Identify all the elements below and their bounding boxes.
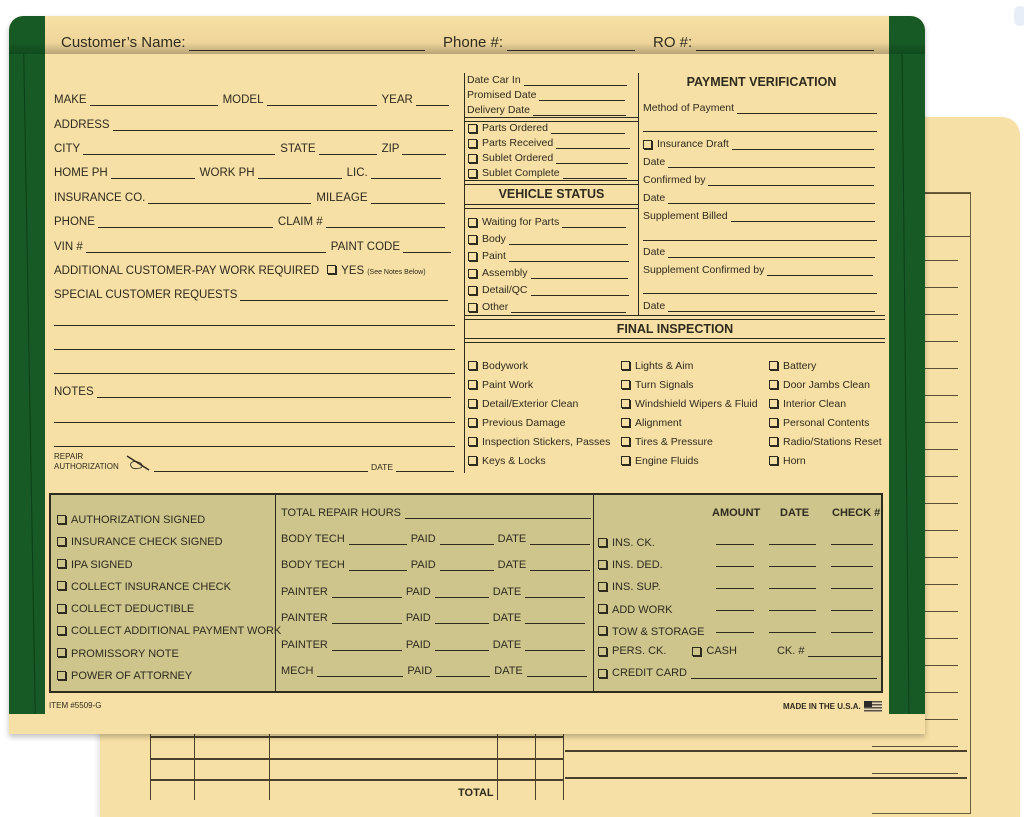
phone-lic-row[interactable]	[54, 167, 441, 179]
date-field[interactable]	[643, 192, 875, 204]
inspection-item[interactable]	[621, 452, 758, 471]
made-in-usa	[783, 701, 882, 712]
repair-order-folder	[9, 16, 925, 734]
date-label: Date	[643, 192, 666, 204]
paid-label: PAID	[405, 586, 431, 598]
vehicle-status-label: Assembly	[482, 267, 528, 279]
payment-divider	[638, 73, 639, 316]
checkbox-icon[interactable]	[468, 437, 477, 446]
supplement-confirmed-field[interactable]	[643, 264, 873, 276]
date-field[interactable]	[643, 156, 875, 168]
payment-label: INS. CK.	[612, 537, 655, 549]
special-requests-line-2[interactable]	[54, 325, 455, 326]
checklist-label: INSURANCE CHECK SIGNED	[71, 536, 223, 549]
checkbox-icon[interactable]	[598, 626, 607, 635]
labor-row[interactable]	[281, 586, 585, 598]
checkbox-icon[interactable]	[468, 218, 477, 227]
payment-label: TOW & STORAGE	[612, 625, 705, 638]
middle-divider	[464, 73, 465, 473]
checkbox-icon[interactable]	[769, 418, 778, 427]
inspection-label: Personal Contents	[783, 417, 870, 429]
payment-row[interactable]	[598, 554, 705, 576]
pers-ck-label: PERS. CK.	[612, 645, 667, 657]
labor-role-label: BODY TECH	[281, 533, 345, 545]
insurance-mileage-row[interactable]	[54, 192, 445, 204]
make-model-year-row[interactable]	[54, 94, 449, 106]
inspection-label: Keys & Locks	[482, 455, 546, 467]
checklist-item[interactable]	[57, 554, 281, 576]
inspection-label: Tires & Pressure	[635, 436, 713, 448]
left-green-strip	[9, 54, 45, 714]
supplement-billed-label: Supplement Billed	[643, 210, 728, 222]
credit-card-label: CREDIT CARD	[612, 667, 687, 679]
sublet-complete-item[interactable]	[468, 167, 627, 179]
make-label: MAKE	[54, 94, 87, 106]
state-label: STATE	[280, 143, 316, 155]
divider	[465, 180, 638, 185]
checkbox-icon[interactable]	[57, 515, 66, 524]
customer-name-label: Customer’s Name:	[61, 34, 186, 51]
checkbox-icon[interactable]	[57, 537, 66, 546]
checkbox-icon[interactable]	[468, 169, 477, 178]
ro-field[interactable]	[653, 34, 879, 51]
inspection-label: Windshield Wipers & Fluid	[635, 398, 758, 410]
checkbox-icon[interactable]	[57, 604, 66, 613]
city-state-zip-row[interactable]	[54, 143, 446, 155]
phone-claim-row[interactable]	[54, 216, 445, 228]
checkbox-icon[interactable]	[468, 139, 477, 148]
inspection-label: Engine Fluids	[635, 455, 699, 467]
notes-line-2[interactable]	[54, 422, 455, 423]
labor-row[interactable]	[281, 639, 585, 651]
vin-paint-row[interactable]	[54, 241, 451, 253]
promised-date-label: Promised Date	[467, 89, 537, 101]
labor-row[interactable]	[281, 533, 590, 545]
inspection-item[interactable]	[468, 433, 610, 452]
checkbox-icon[interactable]	[692, 647, 701, 656]
checkbox-icon[interactable]	[468, 235, 477, 244]
checkbox-icon[interactable]	[468, 286, 477, 295]
inspection-label: Horn	[783, 455, 806, 467]
home-ph-label: HOME PH	[54, 167, 108, 179]
yes-label: YES	[341, 265, 365, 277]
checklist-item[interactable]	[57, 531, 281, 553]
checkbox-icon[interactable]	[468, 380, 477, 389]
auth-date-field[interactable]	[371, 461, 454, 472]
repair-authorization-label	[54, 452, 119, 472]
inspection-item[interactable]	[769, 376, 882, 395]
checklist-item[interactable]	[57, 509, 281, 531]
labor-role-label: PAINTER	[281, 639, 328, 651]
notes-row[interactable]	[54, 386, 451, 398]
payment-row[interactable]	[598, 532, 705, 554]
notes-label: NOTES	[54, 386, 94, 398]
parts-label: Parts Ordered	[482, 122, 548, 134]
inspection-label: Alignment	[635, 417, 682, 429]
payment-row[interactable]	[598, 621, 705, 643]
labor-role-label: PAINTER	[281, 586, 328, 598]
checklist-label: COLLECT INSURANCE CHECK	[71, 580, 231, 593]
total-repair-hours-field[interactable]	[281, 507, 591, 519]
vehicle-status-item[interactable]	[468, 233, 628, 245]
checkbox-icon[interactable]	[621, 380, 630, 389]
delivery-date-field[interactable]	[467, 104, 626, 116]
checkbox-icon[interactable]	[621, 456, 630, 465]
divider	[465, 204, 638, 209]
inspection-label: Previous Damage	[482, 417, 566, 429]
checkbox-icon[interactable]	[769, 380, 778, 389]
supplement-confirmed-label: Supplement Confirmed by	[643, 264, 765, 276]
inspection-label: Radio/Stations Reset	[783, 436, 882, 448]
payment-label: ADD WORK	[612, 603, 673, 616]
labor-row[interactable]	[281, 559, 590, 571]
address-row[interactable]	[54, 119, 453, 131]
customer-name-field[interactable]	[61, 34, 430, 51]
vehicle-status-label: Detail/QC	[482, 284, 528, 296]
method-of-payment-line-2[interactable]	[643, 131, 877, 132]
vehicle-status-item[interactable]	[468, 216, 626, 228]
yes-checkbox[interactable]	[327, 265, 341, 277]
total-repair-hours-label: TOTAL REPAIR HOURS	[281, 507, 402, 519]
paid-label: PAID	[407, 665, 433, 677]
insurance-draft-label: Insurance Draft	[657, 138, 729, 150]
inspection-item[interactable]	[468, 414, 610, 433]
date-field[interactable]	[643, 246, 875, 258]
vehicle-status-label: Body	[482, 233, 506, 245]
inspection-label: Lights & Aim	[635, 360, 694, 372]
us-flag-icon	[864, 701, 882, 712]
vehicle-status-label: Other	[482, 301, 509, 313]
checkbox-icon[interactable]	[468, 361, 477, 370]
final-inspection-col-2	[621, 357, 758, 471]
phone-label: Phone #:	[443, 34, 504, 51]
date-car-in-field[interactable]	[467, 74, 627, 86]
signature-line[interactable]	[154, 471, 368, 472]
date-label: Date	[643, 300, 666, 312]
see-notes-label: (See Notes Below)	[367, 269, 426, 276]
delivery-date-label: Delivery Date	[467, 104, 531, 116]
additional-work-label: ADDITIONAL CUSTOMER-PAY WORK REQUIRED	[54, 265, 320, 277]
address-label: ADDRESS	[54, 119, 110, 131]
confirmed-by-label: Confirmed by	[643, 174, 706, 186]
checkbox-icon[interactable]	[468, 252, 477, 261]
checklist-label: IPA SIGNED	[71, 558, 133, 571]
parts-label: Parts Received	[482, 137, 554, 149]
date-label: DATE	[497, 559, 527, 571]
checkbox-icon[interactable]	[468, 456, 477, 465]
checkbox-icon[interactable]	[598, 669, 607, 678]
amount-header: AMOUNT	[712, 507, 761, 519]
insurance-draft-field[interactable]	[643, 138, 874, 150]
sublet-ordered-item[interactable]	[468, 152, 628, 164]
model-label: MODEL	[222, 94, 264, 106]
inspection-item[interactable]	[468, 376, 610, 395]
checkbox-icon[interactable]	[57, 626, 66, 635]
inspection-label: Detail/Exterior Clean	[482, 398, 579, 410]
special-requests-line-4[interactable]	[54, 373, 455, 374]
checkbox-icon[interactable]	[468, 124, 477, 133]
checkbox-icon[interactable]	[621, 437, 630, 446]
checkbox-icon[interactable]	[598, 604, 607, 613]
paid-label: PAID	[410, 533, 436, 545]
ro-label: RO #:	[653, 34, 693, 51]
city-label: CITY	[54, 143, 81, 155]
vin-label: VIN #	[54, 241, 83, 253]
corner-widget-icon	[1014, 6, 1024, 26]
supplement-billed-line-2[interactable]	[643, 240, 877, 241]
method-of-payment-field[interactable]	[643, 102, 877, 114]
checklist-item[interactable]	[57, 620, 281, 642]
checkbox-icon[interactable]	[57, 581, 66, 590]
divider	[465, 315, 885, 320]
date-label: DATE	[492, 586, 522, 598]
inspection-label: Paint Work	[482, 379, 534, 391]
cash-label: CASH	[706, 645, 737, 657]
phone-field[interactable]	[443, 34, 640, 51]
vehicle-status-item[interactable]	[468, 284, 629, 296]
checklist-item[interactable]	[57, 598, 281, 620]
checkbox-icon[interactable]	[598, 538, 607, 547]
inspection-item[interactable]	[621, 395, 758, 414]
payment-row[interactable]	[598, 576, 705, 598]
inspection-item[interactable]	[769, 414, 882, 433]
checkbox-icon[interactable]	[468, 154, 477, 163]
made-in-usa-label: MADE IN THE U.S.A.	[783, 702, 861, 711]
claim-label: CLAIM #	[277, 216, 323, 228]
inspection-item[interactable]	[769, 433, 882, 452]
payment-rows	[598, 532, 705, 643]
insurance-co-label: INSURANCE CO.	[54, 192, 146, 204]
paid-label: PAID	[410, 559, 436, 571]
checklist-label: COLLECT ADDITIONAL PAYMENT WORK	[71, 625, 282, 638]
work-ph-label: WORK PH	[199, 167, 255, 179]
vehicle-status-title: VEHICLE STATUS	[498, 187, 605, 201]
promised-date-field[interactable]	[467, 89, 625, 101]
phone-info-label: PHONE	[54, 216, 95, 228]
credit-card-row[interactable]	[598, 667, 877, 679]
method-of-payment-label: Method of Payment	[643, 102, 735, 114]
repair-auth-line2: AUTHORIZATION	[54, 462, 119, 471]
checkbox-icon[interactable]	[57, 671, 66, 680]
date-label: DATE	[494, 665, 523, 677]
checklist-label: COLLECT DEDUCTIBLE	[71, 603, 195, 616]
checkbox-icon[interactable]	[57, 648, 66, 657]
checklist-item[interactable]	[57, 643, 281, 665]
inspection-item[interactable]	[621, 414, 758, 433]
inspection-item[interactable]	[769, 452, 882, 471]
inspection-label: Turn Signals	[635, 379, 694, 391]
checkbox-icon[interactable]	[598, 560, 607, 569]
labor-role-label: BODY TECH	[281, 559, 345, 571]
checkbox-icon[interactable]	[769, 456, 778, 465]
inspection-item[interactable]	[621, 357, 758, 376]
inspection-label: Door Jambs Clean	[783, 379, 870, 391]
checklist-item[interactable]	[57, 665, 281, 687]
inspection-item[interactable]	[769, 395, 882, 414]
date-label: DATE	[497, 533, 527, 545]
vehicle-status-item[interactable]	[468, 267, 628, 279]
final-inspection-col-1	[468, 357, 610, 471]
inspection-item[interactable]	[621, 376, 758, 395]
checkbox-icon[interactable]	[327, 265, 336, 274]
vehicle-status-item[interactable]	[468, 301, 626, 313]
auth-date-label: DATE	[371, 462, 394, 472]
parts-received-item[interactable]	[468, 137, 630, 149]
additional-work-row[interactable]	[54, 265, 426, 277]
repair-auth-line1: REPAIR	[54, 452, 84, 461]
item-number: ITEM #5509-G	[49, 701, 102, 710]
parts-ordered-item[interactable]	[468, 122, 625, 134]
inspection-item[interactable]	[621, 433, 758, 452]
mileage-label: MILEAGE	[316, 192, 368, 204]
special-requests-label: SPECIAL CUSTOMER REQUESTS	[54, 289, 238, 301]
parts-label: Sublet Complete	[482, 167, 560, 179]
checkbox-icon[interactable]	[468, 269, 477, 278]
checkbox-icon[interactable]	[468, 303, 477, 312]
labor-role-label: PAINTER	[281, 612, 328, 624]
checklist-label: AUTHORIZATION SIGNED	[71, 514, 206, 526]
inspection-label: Interior Clean	[783, 398, 847, 410]
paid-label: PAID	[405, 612, 431, 624]
payment-row[interactable]	[598, 599, 705, 621]
payment-verification-title: PAYMENT VERIFICATION	[686, 75, 837, 89]
inspection-label: Bodywork	[482, 360, 529, 372]
inspection-label: Inspection Stickers, Passes	[482, 436, 611, 448]
checklist-item[interactable]	[57, 576, 281, 598]
ck-num-label: CK. #	[776, 645, 805, 657]
checkbox-icon[interactable]	[621, 418, 630, 427]
special-requests-row[interactable]	[54, 289, 448, 301]
special-requests-line-3[interactable]	[54, 349, 455, 350]
checkbox-icon[interactable]	[769, 361, 778, 370]
final-inspection-title: FINAL INSPECTION	[616, 322, 734, 336]
labor-role-label: MECH	[281, 665, 314, 677]
date-header: DATE	[780, 507, 810, 519]
right-green-strip	[889, 54, 925, 714]
inspection-label: Battery	[783, 360, 817, 372]
inspection-item[interactable]	[468, 395, 610, 414]
checkbox-icon[interactable]	[769, 399, 778, 408]
checkbox-icon[interactable]	[598, 582, 607, 591]
check-header: CHECK #	[832, 507, 881, 519]
checklist-label: PROMISSORY NOTE	[71, 647, 179, 660]
zip-label: ZIP	[381, 143, 400, 155]
supplement-billed-field[interactable]	[643, 210, 875, 222]
payment-label: INS. SUP.	[612, 581, 661, 594]
payment-label: INS. DED.	[612, 559, 663, 572]
vehicle-status-label: Paint	[482, 250, 506, 262]
checkbox-icon[interactable]	[468, 418, 477, 427]
final-inspection-col-3	[769, 357, 882, 471]
back-total-label: TOTAL	[458, 787, 494, 799]
authorization-checklist	[57, 509, 281, 687]
date-field[interactable]	[643, 300, 875, 312]
date-label: Date	[643, 156, 666, 168]
year-label: YEAR	[381, 94, 413, 106]
notes-line-3[interactable]	[54, 446, 455, 447]
paint-code-label: PAINT CODE	[330, 241, 400, 253]
checkbox-icon[interactable]	[621, 399, 630, 408]
payment-tracking-box	[49, 493, 883, 693]
labor-row[interactable]	[281, 665, 587, 677]
date-label: Date	[643, 246, 666, 258]
back-folder-table	[150, 730, 564, 800]
parts-label: Sublet Ordered	[482, 152, 554, 164]
date-label: DATE	[492, 639, 522, 651]
signature-pen-icon	[125, 454, 151, 472]
supplement-confirmed-line-2[interactable]	[643, 293, 877, 294]
pers-ck-row[interactable]	[598, 645, 882, 657]
divider	[593, 495, 594, 691]
checkbox-icon[interactable]	[57, 559, 66, 568]
inspection-item[interactable]	[468, 452, 610, 471]
checkbox-icon[interactable]	[769, 437, 778, 446]
date-car-in-label: Date Car In	[467, 74, 521, 86]
labor-row[interactable]	[281, 612, 585, 624]
checkbox-icon[interactable]	[598, 647, 607, 656]
date-label: DATE	[492, 612, 522, 624]
lic-label: LIC.	[346, 167, 368, 179]
paid-label: PAID	[405, 639, 431, 651]
checkbox-icon[interactable]	[621, 361, 630, 370]
vehicle-status-item[interactable]	[468, 250, 629, 262]
checkbox-icon[interactable]	[468, 399, 477, 408]
divider	[465, 338, 885, 343]
inspection-item[interactable]	[769, 357, 882, 376]
vehicle-status-label: Waiting for Parts	[482, 216, 560, 228]
confirmed-by-field[interactable]	[643, 174, 874, 186]
inspection-item[interactable]	[468, 357, 610, 376]
checklist-label: POWER OF ATTORNEY	[71, 670, 193, 683]
checkbox-icon[interactable]	[643, 140, 652, 149]
